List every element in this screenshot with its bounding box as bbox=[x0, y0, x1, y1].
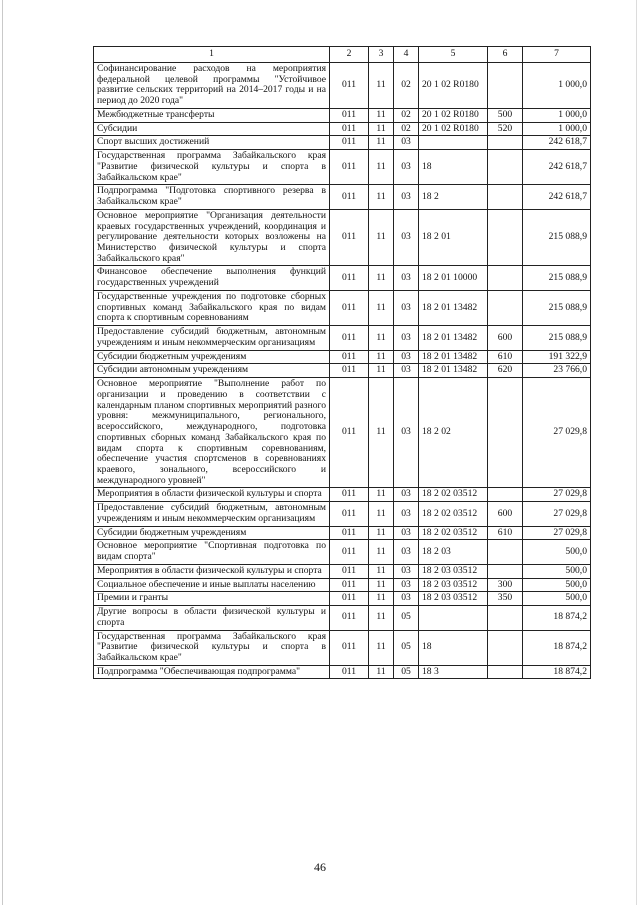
table-row bbox=[94, 326, 591, 350]
code-ministry: 011 bbox=[330, 665, 369, 679]
amount: 27 029,8 bbox=[523, 488, 591, 502]
code-target-article: 18 2 01 13482 bbox=[419, 290, 488, 325]
column-header-1: 1 bbox=[94, 47, 330, 63]
row-name: Другие вопросы в области физической культуры и спорта bbox=[94, 606, 330, 630]
code-expense-type bbox=[488, 665, 523, 679]
row-name: Основное мероприятие "Спортивная подготовка по видам спорта" bbox=[94, 540, 330, 564]
code-ministry: 011 bbox=[330, 378, 369, 488]
code-subsection: 03 bbox=[394, 378, 419, 488]
row-name: Субсидии бюджетным учреждениям bbox=[94, 526, 330, 540]
code-expense-type bbox=[488, 606, 523, 630]
code-subsection: 03 bbox=[394, 578, 419, 592]
table-row bbox=[94, 350, 591, 364]
amount: 215 088,9 bbox=[523, 326, 591, 350]
row-name: Субсидии автономным учреждениям bbox=[94, 364, 330, 378]
code-subsection: 03 bbox=[394, 290, 419, 325]
amount: 191 322,9 bbox=[523, 350, 591, 364]
code-ministry: 011 bbox=[330, 564, 369, 578]
code-target-article: 20 1 02 R0180 bbox=[419, 122, 488, 136]
code-target-article: 18 2 bbox=[419, 185, 488, 209]
code-section: 11 bbox=[369, 185, 394, 209]
code-expense-type: 520 bbox=[488, 122, 523, 136]
code-expense-type bbox=[488, 564, 523, 578]
table-row bbox=[94, 378, 591, 488]
code-ministry: 011 bbox=[330, 326, 369, 350]
code-ministry: 011 bbox=[330, 350, 369, 364]
code-ministry: 011 bbox=[330, 502, 369, 526]
budget-table bbox=[93, 46, 591, 679]
column-header-7: 7 bbox=[523, 47, 591, 63]
row-name: Предоставление субсидий бюджетным, автономным учреждениям и иным некоммерческим организациям bbox=[94, 502, 330, 526]
row-name: Мероприятия в области физической культуры и спорта bbox=[94, 564, 330, 578]
scan-edge-line bbox=[2, 0, 3, 905]
row-name: Софинансирование расходов на мероприятия федеральной целевой программы "Устойчивое развитие сельских территорий на 2014–2017 годы и на период до 2020 года" bbox=[94, 63, 330, 109]
code-subsection: 02 bbox=[394, 63, 419, 109]
code-subsection: 05 bbox=[394, 665, 419, 679]
page-number: 46 bbox=[314, 860, 326, 874]
row-name: Основное мероприятие "Организация деятельности краевых государственных учреждений, координация и регулирование деятельности которых возложены на Министерство физической культуры и спорта Забайкальского края" bbox=[94, 209, 330, 266]
code-expense-type: 600 bbox=[488, 326, 523, 350]
code-subsection: 03 bbox=[394, 326, 419, 350]
code-section: 11 bbox=[369, 540, 394, 564]
code-section: 11 bbox=[369, 606, 394, 630]
column-header-2: 2 bbox=[330, 47, 369, 63]
row-name: Государственная программа Забайкальского края "Развитие физической культуры и спорта в Забайкальском крае" bbox=[94, 150, 330, 185]
table-row bbox=[94, 606, 591, 630]
code-section: 11 bbox=[369, 122, 394, 136]
code-section: 11 bbox=[369, 350, 394, 364]
row-name: Социальное обеспечение и иные выплаты населению bbox=[94, 578, 330, 592]
code-section: 11 bbox=[369, 526, 394, 540]
code-subsection: 03 bbox=[394, 564, 419, 578]
table-row bbox=[94, 266, 591, 290]
code-expense-type bbox=[488, 378, 523, 488]
code-ministry: 011 bbox=[330, 606, 369, 630]
code-target-article: 18 2 02 03512 bbox=[419, 502, 488, 526]
code-expense-type bbox=[488, 488, 523, 502]
code-target-article: 18 2 03 03512 bbox=[419, 564, 488, 578]
code-ministry: 011 bbox=[330, 526, 369, 540]
row-name: Субсидии бюджетным учреждениям bbox=[94, 350, 330, 364]
row-name: Государственные учреждения по подготовке сборных спортивных команд Забайкальского края по видам спорта к спортивным соревнованиям bbox=[94, 290, 330, 325]
code-ministry: 011 bbox=[330, 630, 369, 665]
code-target-article: 18 3 bbox=[419, 665, 488, 679]
code-ministry: 011 bbox=[330, 488, 369, 502]
code-ministry: 011 bbox=[330, 63, 369, 109]
row-name: Финансовое обеспечение выполнения функций государственных учреждений bbox=[94, 266, 330, 290]
code-section: 11 bbox=[369, 290, 394, 325]
amount: 500,0 bbox=[523, 578, 591, 592]
code-section: 11 bbox=[369, 364, 394, 378]
code-expense-type bbox=[488, 266, 523, 290]
row-name: Подпрограмма "Подготовка спортивного резерва в Забайкальском крае" bbox=[94, 185, 330, 209]
table-row bbox=[94, 150, 591, 185]
row-name: Премии и гранты bbox=[94, 592, 330, 606]
code-section: 11 bbox=[369, 630, 394, 665]
code-subsection: 03 bbox=[394, 150, 419, 185]
code-target-article: 18 2 02 bbox=[419, 378, 488, 488]
code-target-article: 18 2 01 10000 bbox=[419, 266, 488, 290]
code-ministry: 011 bbox=[330, 185, 369, 209]
table-row bbox=[94, 364, 591, 378]
table-row bbox=[94, 63, 591, 109]
table-row bbox=[94, 578, 591, 592]
amount: 242 618,7 bbox=[523, 150, 591, 185]
code-ministry: 011 bbox=[330, 209, 369, 266]
amount: 1 000,0 bbox=[523, 63, 591, 109]
code-target-article: 18 2 03 bbox=[419, 540, 488, 564]
code-section: 11 bbox=[369, 592, 394, 606]
row-name: Предоставление субсидий бюджетным, автономным учреждениям и иным некоммерческим организациям bbox=[94, 326, 330, 350]
table-row bbox=[94, 108, 591, 122]
code-target-article: 20 1 02 R0180 bbox=[419, 63, 488, 109]
amount: 215 088,9 bbox=[523, 209, 591, 266]
code-expense-type bbox=[488, 63, 523, 109]
row-name: Подпрограмма "Обеспечивающая подпрограмма" bbox=[94, 665, 330, 679]
row-name: Мероприятия в области физической культуры и спорта bbox=[94, 488, 330, 502]
code-target-article: 18 2 02 03512 bbox=[419, 488, 488, 502]
amount: 215 088,9 bbox=[523, 266, 591, 290]
row-name: Основное мероприятие "Выполнение работ по организации и проведению в соответствии с календарным планом спортивных мероприятий разного уровня: межмуниципального, регионального, всероссийского, международного, подготовка спортивных сборных команд Забайкальского края по видам спорта к спортивным соревнованиям, обеспечение участия спортсменов в соревнованиях краевого, зонального, всероссийского и международного уровней" bbox=[94, 378, 330, 488]
amount: 23 766,0 bbox=[523, 364, 591, 378]
code-section: 11 bbox=[369, 136, 394, 150]
column-header-6: 6 bbox=[488, 47, 523, 63]
code-expense-type: 610 bbox=[488, 350, 523, 364]
code-expense-type bbox=[488, 150, 523, 185]
amount: 1 000,0 bbox=[523, 122, 591, 136]
amount: 1 000,0 bbox=[523, 108, 591, 122]
amount: 242 618,7 bbox=[523, 136, 591, 150]
amount: 500,0 bbox=[523, 592, 591, 606]
code-ministry: 011 bbox=[330, 266, 369, 290]
code-subsection: 03 bbox=[394, 488, 419, 502]
code-subsection: 03 bbox=[394, 592, 419, 606]
code-subsection: 03 bbox=[394, 526, 419, 540]
row-name: Межбюджетные трансферты bbox=[94, 108, 330, 122]
code-expense-type bbox=[488, 630, 523, 665]
table-row bbox=[94, 540, 591, 564]
code-subsection: 03 bbox=[394, 502, 419, 526]
code-target-article bbox=[419, 606, 488, 630]
code-expense-type: 300 bbox=[488, 578, 523, 592]
amount: 242 618,7 bbox=[523, 185, 591, 209]
amount: 215 088,9 bbox=[523, 290, 591, 325]
code-target-article: 18 bbox=[419, 150, 488, 185]
amount: 18 874,2 bbox=[523, 630, 591, 665]
table-row bbox=[94, 502, 591, 526]
table-row bbox=[94, 136, 591, 150]
code-section: 11 bbox=[369, 150, 394, 185]
code-target-article: 18 bbox=[419, 630, 488, 665]
code-ministry: 011 bbox=[330, 136, 369, 150]
code-subsection: 05 bbox=[394, 630, 419, 665]
code-subsection: 02 bbox=[394, 122, 419, 136]
amount: 27 029,8 bbox=[523, 502, 591, 526]
table-row bbox=[94, 526, 591, 540]
code-expense-type: 350 bbox=[488, 592, 523, 606]
table-row bbox=[94, 630, 591, 665]
row-name: Спорт высших достижений bbox=[94, 136, 330, 150]
code-expense-type: 610 bbox=[488, 526, 523, 540]
code-section: 11 bbox=[369, 502, 394, 526]
code-ministry: 011 bbox=[330, 108, 369, 122]
amount: 500,0 bbox=[523, 540, 591, 564]
column-header-3: 3 bbox=[369, 47, 394, 63]
code-subsection: 02 bbox=[394, 108, 419, 122]
code-target-article: 18 2 01 13482 bbox=[419, 364, 488, 378]
code-ministry: 011 bbox=[330, 540, 369, 564]
code-subsection: 03 bbox=[394, 540, 419, 564]
code-expense-type bbox=[488, 136, 523, 150]
code-expense-type bbox=[488, 185, 523, 209]
table-row bbox=[94, 564, 591, 578]
code-section: 11 bbox=[369, 63, 394, 109]
table-row bbox=[94, 185, 591, 209]
code-target-article: 18 2 03 03512 bbox=[419, 578, 488, 592]
code-target-article: 18 2 02 03512 bbox=[419, 526, 488, 540]
code-expense-type bbox=[488, 540, 523, 564]
table-row bbox=[94, 290, 591, 325]
code-subsection: 03 bbox=[394, 266, 419, 290]
code-expense-type: 600 bbox=[488, 502, 523, 526]
header-row bbox=[94, 47, 591, 63]
row-name: Государственная программа Забайкальского края "Развитие физической культуры и спорта в Забайкальском крае" bbox=[94, 630, 330, 665]
code-target-article: 18 2 03 03512 bbox=[419, 592, 488, 606]
code-subsection: 03 bbox=[394, 364, 419, 378]
table-row bbox=[94, 209, 591, 266]
code-target-article: 20 1 02 R0180 bbox=[419, 108, 488, 122]
code-ministry: 011 bbox=[330, 364, 369, 378]
amount: 18 874,2 bbox=[523, 606, 591, 630]
code-expense-type bbox=[488, 209, 523, 266]
code-subsection: 05 bbox=[394, 606, 419, 630]
table-row bbox=[94, 488, 591, 502]
code-section: 11 bbox=[369, 564, 394, 578]
code-subsection: 03 bbox=[394, 209, 419, 266]
code-target-article: 18 2 01 13482 bbox=[419, 326, 488, 350]
column-header-5: 5 bbox=[419, 47, 488, 63]
amount: 500,0 bbox=[523, 564, 591, 578]
scan-edge-line-right bbox=[636, 0, 637, 905]
code-ministry: 011 bbox=[330, 592, 369, 606]
code-section: 11 bbox=[369, 209, 394, 266]
code-ministry: 011 bbox=[330, 122, 369, 136]
code-expense-type bbox=[488, 290, 523, 325]
code-expense-type: 500 bbox=[488, 108, 523, 122]
code-subsection: 03 bbox=[394, 350, 419, 364]
code-target-article bbox=[419, 136, 488, 150]
amount: 27 029,8 bbox=[523, 526, 591, 540]
code-subsection: 03 bbox=[394, 185, 419, 209]
column-header-4: 4 bbox=[394, 47, 419, 63]
table-row bbox=[94, 122, 591, 136]
table-row bbox=[94, 665, 591, 679]
code-target-article: 18 2 01 13482 bbox=[419, 350, 488, 364]
amount: 18 874,2 bbox=[523, 665, 591, 679]
code-expense-type: 620 bbox=[488, 364, 523, 378]
code-subsection: 03 bbox=[394, 136, 419, 150]
code-section: 11 bbox=[369, 326, 394, 350]
code-section: 11 bbox=[369, 578, 394, 592]
row-name: Субсидии bbox=[94, 122, 330, 136]
code-ministry: 011 bbox=[330, 150, 369, 185]
code-ministry: 011 bbox=[330, 290, 369, 325]
code-section: 11 bbox=[369, 488, 394, 502]
code-section: 11 bbox=[369, 266, 394, 290]
amount: 27 029,8 bbox=[523, 378, 591, 488]
table-row bbox=[94, 592, 591, 606]
code-section: 11 bbox=[369, 378, 394, 488]
code-ministry: 011 bbox=[330, 578, 369, 592]
code-target-article: 18 2 01 bbox=[419, 209, 488, 266]
code-section: 11 bbox=[369, 108, 394, 122]
code-section: 11 bbox=[369, 665, 394, 679]
